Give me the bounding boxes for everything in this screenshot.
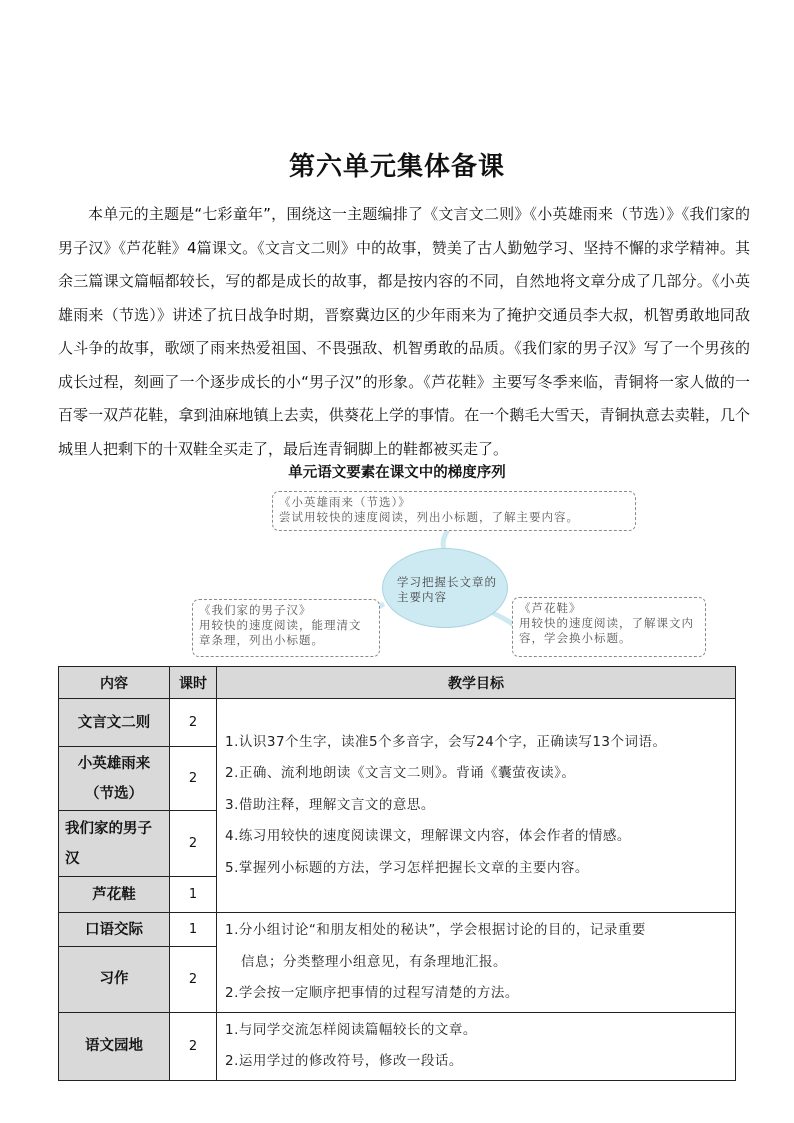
diagram-box-top-text: 尝试用较快的速度阅读，列出小标题，了解主要内容。: [279, 510, 579, 524]
diagram-box-top-lesson: 《小英雄雨来（节选）》: [279, 495, 411, 509]
diagram-box-right-text: 用较快的速度阅读，了解课文内容，学会换小标题。: [519, 616, 694, 645]
goal-item: 5.掌握列小标题的方法，学习怎样把握长文章的主要内容。: [225, 859, 589, 876]
row-content: 小英雄雨来（节选）: [59, 747, 170, 811]
goal-item: 2.运用学过的修改符号，修改一段话。: [225, 1053, 463, 1069]
diagram-box-right-lesson: 《芦花鞋》: [519, 601, 582, 615]
row-hours: 2: [170, 811, 217, 877]
row-hours: 2: [170, 1012, 217, 1080]
goal-item: 1.与同学交流怎样阅读篇幅较长的文章。: [225, 1021, 477, 1038]
diagram-title: 单元语文要素在课文中的梯度序列: [288, 465, 506, 481]
lesson-plan-table: [58, 666, 736, 1081]
goal-item: 2.学会按一定顺序把事情的过程写清楚的方法。: [225, 985, 519, 1001]
goal-item: 3.借助注释，理解文言文的意思。: [225, 796, 435, 813]
goal-item: 1.认识37个生字，读准5个多音字，会写24个字，正确读写13个词语。: [225, 733, 667, 750]
table-header-row: [59, 667, 736, 699]
row-hours: 2: [170, 747, 217, 811]
page-title: 第六单元集体备课: [288, 152, 505, 182]
table-row: [59, 1012, 736, 1080]
diagram-box-left-text: 用较快的速度阅读，能理清文章条理，列出小标题。: [199, 618, 362, 647]
row-hours: 2: [170, 947, 217, 1012]
diagram-box-top: [272, 491, 636, 531]
row-content: 语文园地: [59, 1012, 170, 1080]
goal-item: 1.分小组讨论“和朋友相处的秘诀”，学会根据讨论的目的，记录重要: [225, 922, 646, 938]
header-goals: 教学目标: [217, 667, 736, 699]
header-content: 内容: [59, 667, 170, 699]
goals-garden-cell: [217, 1012, 736, 1080]
goals-oral-writing-cell: [217, 913, 736, 1013]
row-hours: 1: [170, 913, 217, 947]
goal-item: 2.正确、流利地朗读《文言文二则》。背诵《囊萤夜读》。: [225, 765, 576, 782]
table-row: [59, 913, 736, 947]
diagram-box-left: [192, 599, 380, 657]
diagram-box-left-lesson: 《我们家的男子汉》: [199, 603, 312, 617]
goal-item: 信息；分类整理小组意见，有条理地汇报。: [241, 953, 507, 970]
goal-item: 4.练习用较快的速度阅读课文，理解课文内容，体会作者的情感。: [225, 828, 631, 845]
row-content: 文言文二则: [59, 699, 170, 747]
row-content: 习作: [59, 947, 170, 1012]
row-content: 口语交际: [59, 913, 170, 947]
table-row: [59, 699, 736, 747]
header-hours: 课时: [170, 667, 217, 699]
diagram-box-right: [512, 597, 706, 657]
intro-paragraph: 本单元的主题是“七彩童年”，围绕这一主题编排了《文言文二则》《小英雄雨来（节选）》《我们家的男子汉》《芦花鞋》4篇课文。《文言文二则》中的故事，赞美了古人勤勉学习、坚持不懈的求学精神。其余三篇课文篇幅都较长，写的都是成长的故事，都是按内容的不同，自然地将文章分成了几部分。《小英雄雨来（节选）》讲述了抗日战争时期，晋察冀边区的少年雨来为了掩护交通员李大叔，机智勇敢地同敌人斗争的故事，歌颂了雨来热爱祖国、不畏强敌、机智勇敢的品质。《我们家的男子汉》写了一个男孩的成长过程，刻画了一个逐步成长的小“男子汉”的形象。《芦花鞋》主要写冬季来临，青铜将一家人做的一百零一双芦花鞋，拿到油麻地镇上去卖，供葵花上学的事情。在一个鹅毛大雪天，青铜执意去卖鞋，几个城里人把剩下的十双鞋全买走了，最后连青铜脚上的鞋都被买走了。: [58, 205, 750, 458]
row-content: 我们家的男子汉: [59, 811, 170, 877]
row-content: 芦花鞋: [59, 877, 170, 913]
row-hours: 1: [170, 877, 217, 913]
row-hours: 2: [170, 699, 217, 747]
goals-reading-cell: [217, 699, 736, 913]
diagram-center-oval: 学习把握长文章的主要内容: [382, 548, 508, 628]
